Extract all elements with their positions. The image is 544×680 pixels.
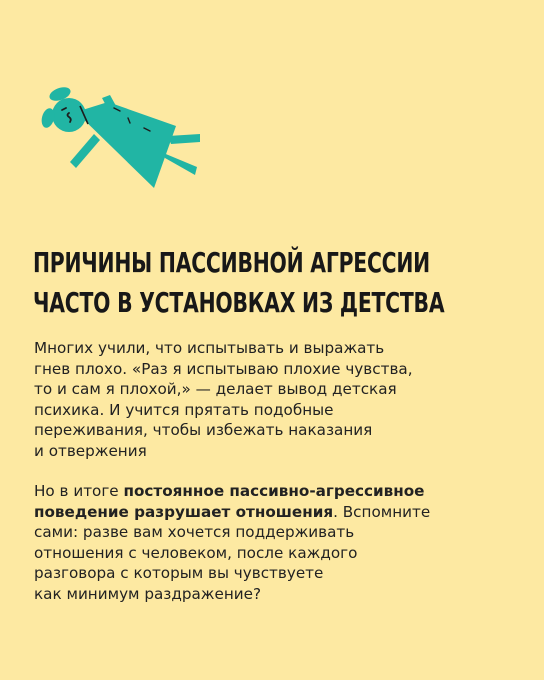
title-line: ЧАСТО В УСТАНОВКАХ ИЗ ДЕТСТВА xyxy=(33,287,445,319)
text-normal: Но в итоге xyxy=(34,482,124,500)
paragraph-line: сами: разве вам хочется поддерживать xyxy=(34,523,355,541)
paragraph-line: гнев плохо. «Раз я испытываю плохие чувства, xyxy=(34,359,413,378)
paragraph-line: переживания, чтобы избежать наказания xyxy=(34,421,373,439)
paragraph-line: разговора с которым вы чувствуете xyxy=(34,564,324,582)
paragraph-line: отношения с человеком, после каждого xyxy=(34,543,358,562)
text-normal: . Вспомните xyxy=(333,502,431,521)
doll-arm-lower xyxy=(70,134,100,168)
text-emphasis: поведение разрушает отношения xyxy=(34,502,334,521)
rag-doll-illustration xyxy=(18,62,218,202)
doll-head xyxy=(52,98,86,132)
paragraph-childhood xyxy=(34,338,514,461)
paragraph-line: психика. И учится прятать подобные xyxy=(34,400,334,419)
doll-leg-lower xyxy=(161,152,197,175)
paragraph-line: то и сам я плохой,» — делает вывод детская xyxy=(34,380,397,398)
title-line: ПРИЧИНЫ ПАССИВНОЙ АГРЕССИИ xyxy=(33,247,430,279)
paragraph-line: и отвержения xyxy=(34,441,147,460)
paragraph-line: как минимум раздражение? xyxy=(34,584,262,603)
paragraph-line xyxy=(34,502,514,523)
page-title xyxy=(33,243,445,323)
paragraph-line: Многих учили, что испытывать и выражать xyxy=(34,339,385,357)
paragraph-consequence xyxy=(34,481,514,604)
text-emphasis: постоянное пассивно-агрессивное xyxy=(123,482,425,500)
paragraph-line xyxy=(34,481,514,502)
doll-leg-upper xyxy=(168,134,200,144)
